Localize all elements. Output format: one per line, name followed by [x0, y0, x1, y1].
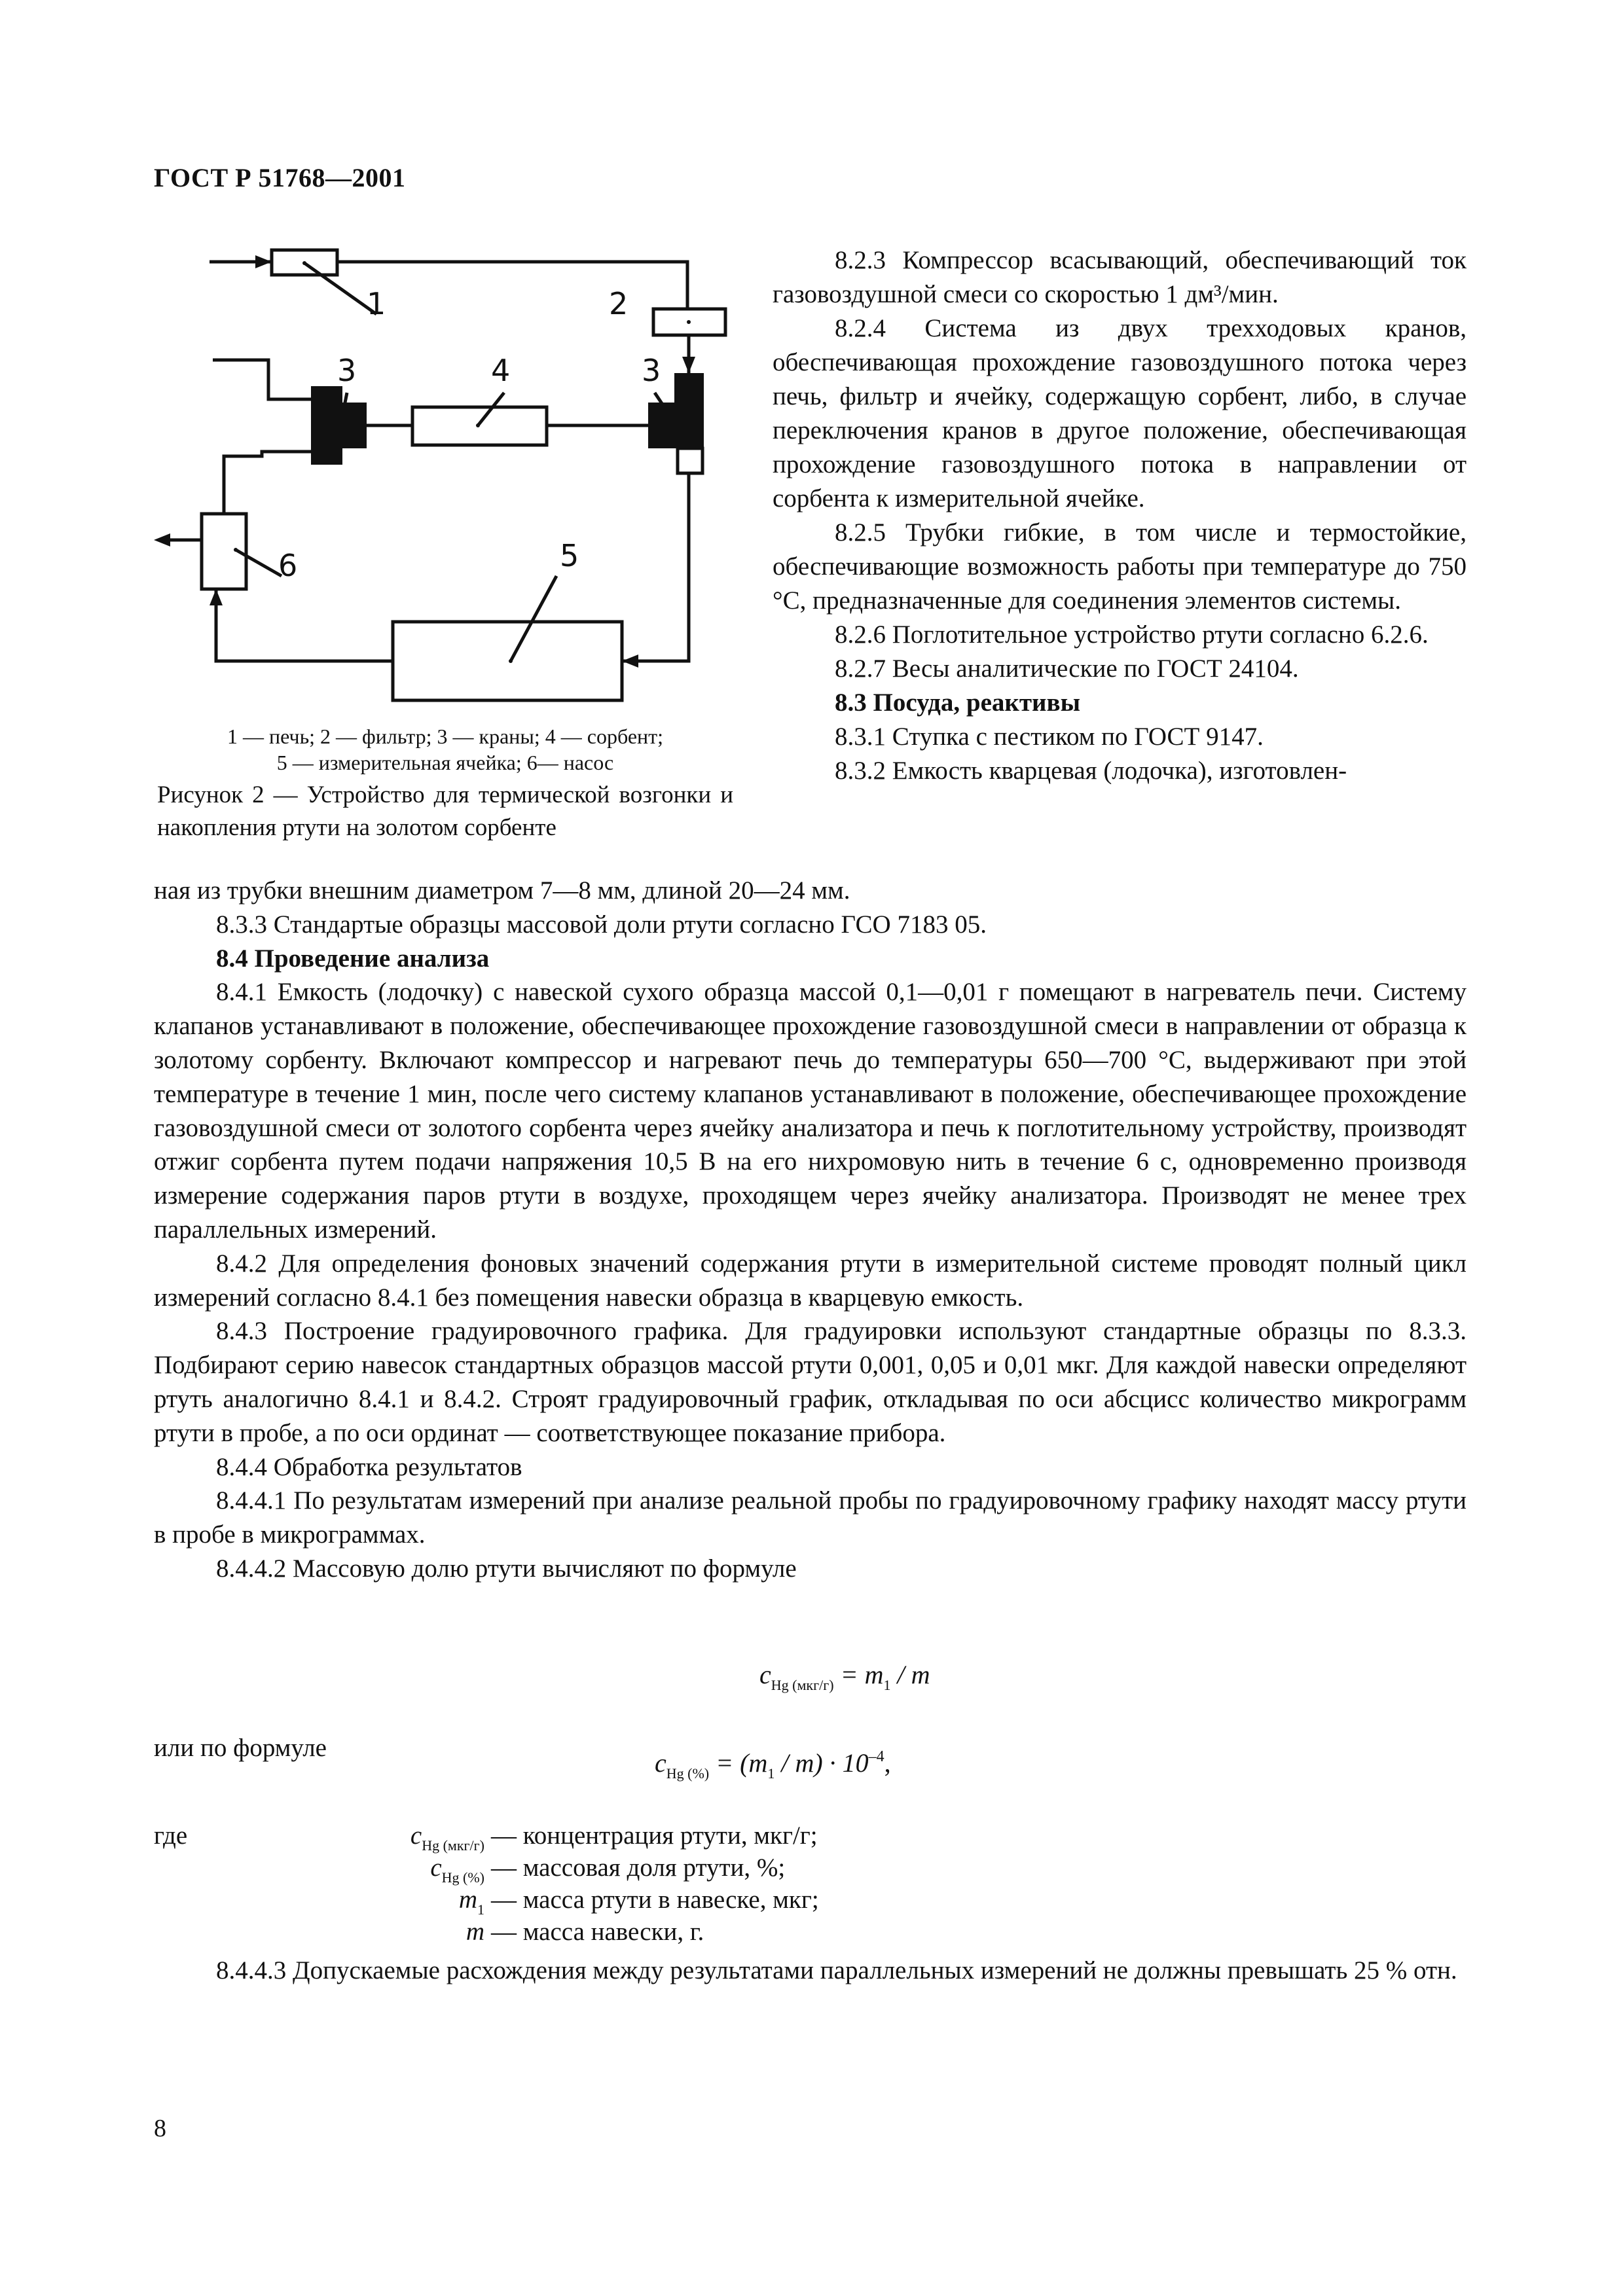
line-left-inlet: [213, 360, 311, 399]
definition-symbol: $c_{Hg (мкг/г)}$: [410, 1821, 484, 1854]
para-8-3-2-end: ная из трубки внешним диаметром 7—8 мм, длиной 20—24 мм.: [154, 876, 850, 905]
para-8-2-6: 8.2.6 Поглотительное устройство ртути согласно 6.2.6.: [835, 620, 1429, 649]
para-8-3-1: 8.3.1 Ступка с пестиком по ГОСТ 9147.: [835, 723, 1264, 751]
figure-legend-line-1: 1 — печь; 2 — фильтр; 3 — краны; 4 — сорбент;: [227, 725, 664, 748]
line-3b-5: [622, 473, 689, 661]
schematic-svg: [151, 236, 740, 707]
definition-text: — концентрация ртути, мкг/г;: [491, 1821, 818, 1850]
para-8-4-4: 8.4.4 Обработка результатов: [216, 1452, 522, 1481]
definition-row: [154, 1884, 1467, 1916]
para-8-3-2-start: 8.3.2 Емкость кварцевая (лодочка), изготовлен-: [835, 757, 1347, 785]
para-8-4-1: 8.4.1 Емкость (лодочку) с навеской сухого образца массой 0,1—0,01 г помещают в нагреватель печи. Систему клапанов устанавливают в положение, обеспечивающее прохождение газовоздушной смеси в направлении от образца к золотому сорбенту. Включают компрессор и нагревают печь до температуры 650—700 °С, выдерживают при этой температуре в течение 1 мин, после чего систему клапанов устанавливают в положение, обеспечивающее прохождение газовоздушной смеси от золотого сорбента через ячейку анализатора и печь к поглотительному устройству, производят отжиг сорбента путем подачи напряжения 10,5 В на его нихромовую нить в течение 6 с, одновременно производя измерение содержания паров ртути в воздухе, проходящем через ячейку анализатора. Производят не менее трех параллельных измерений.: [154, 978, 1467, 1244]
figure-legend-line-2: 5 — измерительная ячейка; 6— насос: [276, 751, 614, 774]
formula-2-end: ,: [884, 1748, 891, 1778]
figure-schematic: [151, 236, 740, 707]
para-8-4-3: 8.4.3 Построение градуировочного графика. Для градуировки используют стандартные образцы по 8.3.3. Подбирают серию навесок стандартных образцов массой ртути 0,001, 0,05 и 0,01 мкг. Для каждой навески определяют ртуть аналогично 8.4.1 и 8.4.2. Строят градуировочный график, откладывая по оси абсцисс количество микрограмм ртути в пробе, а по оси ординат — соответствующее показание прибора.: [154, 1317, 1467, 1447]
para-8-2-3: 8.2.3 Компрессор всасывающий, обеспечивающий ток газовоздушной смеси со скоростью 1 дм³/мин.: [773, 246, 1467, 308]
page-number: 8: [154, 2115, 166, 2142]
label-6: 6: [278, 548, 298, 583]
formula-2-exp: –4: [868, 1748, 884, 1765]
para-8-2-5: 8.2.5 Трубки гибкие, в том числе и термостойкие, обеспечивающие возможность работы при температуре до 750 °С, предназначенные для соединения элементов системы.: [773, 518, 1467, 615]
definition-row: [154, 1852, 1467, 1884]
label-3a: 3: [337, 353, 357, 388]
para-8-4-2: 8.4.2 Для определения фоновых значений содержания ртути в измерительной системе проводят полный цикл измерений согласно 8.4.1 без помещения навески образца в кварцевую емкость.: [154, 1249, 1467, 1312]
formula-2-sub: Hg (%): [666, 1765, 710, 1782]
heading-8-3: 8.3 Посуда, реактивы: [835, 689, 1081, 717]
figure-legend: [157, 723, 733, 776]
document-header: ГОСТ Р 51768—2001: [154, 163, 406, 192]
definition-symbol: m: [465, 1918, 484, 1946]
definition-row: [154, 1916, 1467, 1948]
final-paragraph: [154, 1954, 1467, 1988]
para-8-2-7: 8.2.7 Весы аналитические по ГОСТ 24104.: [835, 655, 1299, 683]
heading-8-4: 8.4 Проведение анализа: [216, 944, 490, 973]
formula-2-rsub: 1: [767, 1765, 775, 1782]
para-8-4-4-2: 8.4.4.2 Массовую долю ртути вычисляют по формуле: [216, 1554, 797, 1583]
label-5: 5: [560, 538, 579, 573]
definition-row: [154, 1820, 1467, 1852]
definitions: [154, 1820, 1467, 1948]
formula-2-rhs: = (m: [716, 1748, 768, 1778]
figure-title: Рисунок 2 — Устройство для термической возгонки и накопления ртути на золотом сорбенте: [157, 781, 733, 841]
formula-1-rhs: = m: [840, 1660, 884, 1689]
line-1-2: [337, 262, 687, 309]
label-2: 2: [609, 286, 629, 321]
line-6-3a: [224, 452, 311, 514]
formula-1-c: c: [759, 1660, 771, 1689]
line-5-6: [216, 589, 393, 661]
definition-text: — масса ртути в навеске, мкг;: [491, 1886, 819, 1914]
label-3b: 3: [642, 353, 661, 388]
formula-2-tail: / m) · 10: [775, 1748, 869, 1778]
formula-1: [759, 1659, 930, 1694]
definition-symbol: $c_{Hg (\%)}$: [430, 1854, 484, 1886]
para-8-4-4-1: 8.4.4.1 По результатам измерений при анализе реальной пробы по градуировочному графику находят массу ртути в пробе в микрограммах.: [154, 1486, 1467, 1549]
right-column: [773, 243, 1467, 788]
formula-1-rsub: 1: [883, 1677, 891, 1693]
formula-2: [655, 1748, 891, 1782]
label-1: 1: [367, 286, 386, 321]
formula-1-sub: Hg (мкг/г): [771, 1677, 834, 1693]
para-8-2-4: 8.2.4 Система из двух трехходовых кранов, обеспечивающая прохождение газовоздушного потока через печь, фильтр и ячейку, содержащую сорбент, либо, в случае переключения кранов в другое положение, обеспечивающая прохождение газовоздушного потока в направлении от сорбента к измерительной ячейке.: [773, 314, 1467, 512]
definition-prefix: где: [154, 1821, 188, 1850]
definition-text: — массовая доля ртути, %;: [491, 1854, 786, 1882]
cell-5: [393, 622, 622, 700]
definition-text: — масса навески, г.: [491, 1918, 704, 1946]
or-formula-label: или по формуле: [154, 1734, 327, 1762]
body-text: [154, 874, 1467, 1586]
formula-2-c: c: [655, 1748, 666, 1778]
definition-symbol: $m_1$: [458, 1886, 484, 1918]
label-4: 4: [491, 353, 511, 388]
formula-1-tail: / m: [890, 1660, 930, 1689]
para-8-3-3: 8.3.3 Стандартые образцы массовой доли ртути согласно ГСО 7183 05.: [216, 910, 987, 939]
para-8-4-4-3: 8.4.4.3 Допускаемые расхождения между результатами параллельных измерений не должны превышать 25 % отн.: [216, 1956, 1457, 1984]
